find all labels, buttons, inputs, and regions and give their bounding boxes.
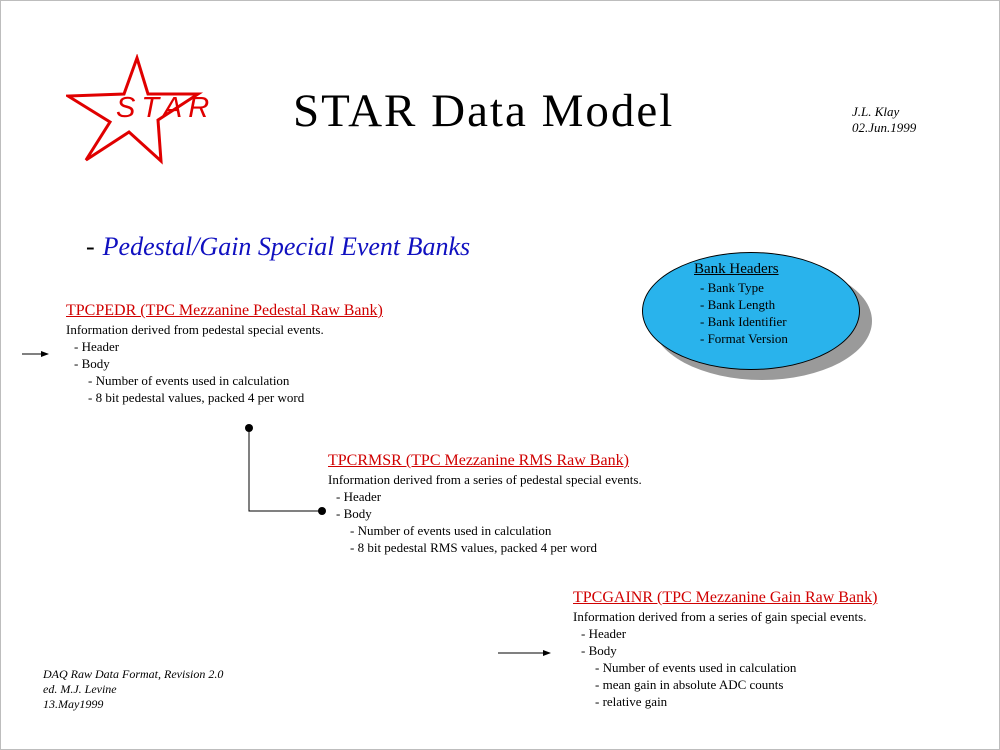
page-title: STAR Data Model [293, 85, 675, 137]
bank-body-item: - Number of events used in calculation [88, 373, 290, 388]
bank-headers-item: - Bank Identifier [700, 314, 787, 329]
footer-credits [43, 667, 223, 712]
bank-body-item: - 8 bit pedestal values, packed 4 per word [88, 390, 305, 405]
subtitle-text: Pedestal/Gain Special Event Banks [102, 232, 471, 261]
author-date: 02.Jun.1999 [852, 120, 917, 135]
footer-line: 13.May1999 [43, 697, 104, 711]
connector-pedr-to-rmsr [249, 428, 322, 511]
bank-title: TPCGAINR (TPC Mezzanine Gain Raw Bank) [573, 589, 878, 606]
bank-headers-title: Bank Headers [694, 261, 779, 277]
bank-body-item: - mean gain in absolute ADC counts [595, 677, 784, 692]
bank-body-item: - Number of events used in calculation [595, 660, 797, 675]
bank-description: Information derived from a series of gain special events. [573, 609, 867, 624]
author-name: J.L. Klay [852, 104, 900, 119]
bank-title: TPCRMSR (TPC Mezzanine RMS Raw Bank) [328, 452, 629, 469]
bank-headers-item: - Bank Length [700, 297, 776, 312]
connector-dot-bottom [318, 507, 326, 515]
bank-body-item: - 8 bit pedestal RMS values, packed 4 per word [350, 540, 597, 555]
subtitle-dash: - [86, 232, 95, 261]
bank-description: Information derived from pedestal special events. [66, 322, 324, 337]
bank-body-item: - Number of events used in calculation [350, 523, 552, 538]
bank-body-line: - Body [336, 506, 372, 521]
footer-line: DAQ Raw Data Format, Revision 2.0 [43, 667, 224, 681]
bank-title: TPCPEDR (TPC Mezzanine Pedestal Raw Bank) [66, 302, 383, 319]
bank-headers-item: - Bank Type [700, 280, 764, 295]
bank-body-item: - relative gain [595, 694, 668, 709]
bank-description: Information derived from a series of pedestal special events. [328, 472, 642, 487]
bank-headers-item: - Format Version [700, 331, 788, 346]
bank-body-line: - Body [581, 643, 617, 658]
bank-header-line: - Header [581, 626, 627, 641]
logo-text: STAR [116, 92, 216, 124]
bank-header-line: - Header [336, 489, 382, 504]
bank-body-line: - Body [74, 356, 110, 371]
bank-header-line: - Header [74, 339, 120, 354]
footer-line: ed. M.J. Levine [43, 682, 117, 696]
